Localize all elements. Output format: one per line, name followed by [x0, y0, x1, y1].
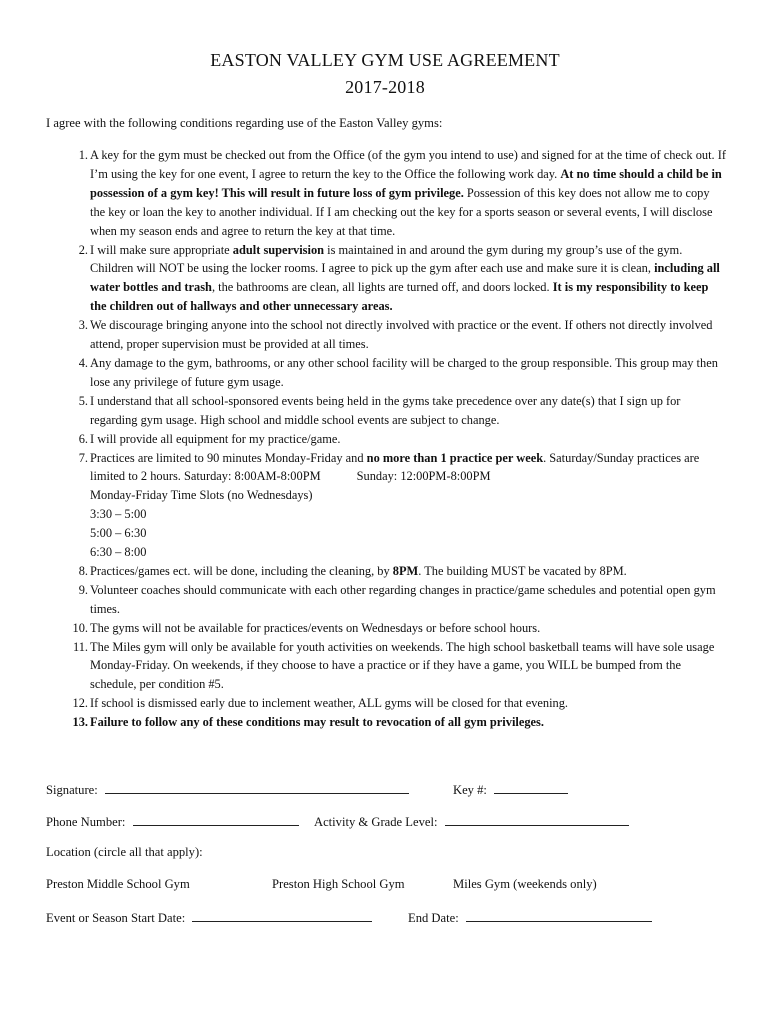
condition-text [90, 356, 718, 389]
condition-emphasis: including all water bottles and trash [90, 261, 720, 295]
condition-emphasis: At no time should a child be in possession of a gym key! This will result in future loss of gym privilege. [90, 166, 722, 200]
time-slot-line: 5:00 – 6:30 [90, 526, 147, 541]
condition-number: 10. [72, 620, 88, 635]
condition-item [46, 449, 726, 562]
start-date-row [46, 909, 372, 926]
condition-number: 4. [78, 355, 88, 370]
condition-segment: Any damage to the gym, bathrooms, or any other school facility will be charged to the group responsible. This group may then lose any privilege of future gym usage. [90, 355, 718, 389]
phone-number-field[interactable] [133, 813, 299, 826]
key-label: Key #: [453, 783, 487, 797]
condition-emphasis: no more than 1 practice per week [366, 450, 544, 465]
condition-number: 13. [72, 715, 88, 730]
condition-text [90, 640, 714, 692]
condition-item [46, 392, 726, 430]
condition-number: 9. [78, 582, 88, 597]
document-title: EASTON VALLEY GYM USE AGREEMENT [210, 50, 560, 70]
condition-item [46, 562, 726, 581]
conditions-list [46, 146, 726, 732]
condition-segment: I understand that all school-sponsored events being held in the gyms take precedence over any date(s) that I sign up for regarding gym usage. High school and middle school events are subject to change. [90, 393, 681, 427]
condition-item [46, 354, 726, 392]
signature-field[interactable] [105, 781, 409, 794]
phone-label: Phone Number: [46, 815, 126, 829]
intro-text: I agree with the following conditions regarding use of the Easton Valley gyms: [46, 116, 443, 130]
location-option-preston-middle[interactable]: Preston Middle School Gym [46, 877, 190, 891]
condition-segment: The Miles gym will only be available for youth activities on weekends. The high school basketball teams will have sole usage Monday-Friday. On weekends, if they choose to have a practice or if they have a game, you WILL be bumped from the schedule, per condition #5. [90, 639, 715, 692]
condition-number: 7. [78, 450, 88, 465]
location-option-miles-gym[interactable]: Miles Gym (weekends only) [453, 877, 597, 891]
time-slot-line: 3:30 – 5:00 [90, 507, 147, 522]
condition-segment: A key for the gym must be checked out from the Office (of the gym you intend to use) and signed for at the time of check out. If I’m using the key for one event, I agree to return the key to the Office the following work day. [90, 148, 726, 181]
activity-label: Activity & Grade Level: [314, 815, 438, 829]
condition-emphasis: It is my responsibility to keep the children out of hallways and other unnecessary areas. [90, 280, 709, 314]
key-number-field[interactable] [494, 781, 568, 794]
activity-grade-field[interactable] [445, 813, 629, 826]
condition-text [90, 715, 544, 729]
condition-emphasis: 8PM [392, 563, 419, 578]
condition-segment: If school is dismissed early due to inclement weather, ALL gyms will be closed for that evening. [90, 696, 569, 711]
end-date-label: End Date: [408, 911, 459, 925]
condition-number: 2. [78, 242, 88, 257]
condition-text [90, 394, 680, 427]
signature-label: Signature: [46, 783, 98, 797]
condition-number: 11. [72, 639, 88, 654]
key-row [453, 781, 568, 798]
condition-segment: . The building MUST be vacated by 8PM. [418, 563, 627, 578]
condition-segment: The gyms will not be available for practices/events on Wednesdays or before school hours. [90, 620, 541, 635]
signature-row [46, 781, 409, 798]
condition-item [46, 430, 726, 449]
condition-segment: . Saturday/Sunday practices are limited to 2 hours. Saturday: 8:00AM-8:00PM [90, 450, 700, 484]
end-date-field[interactable] [466, 909, 652, 922]
condition-segment: Possession of this key does not allow me to copy the key or loan the key to another individual. If I am checking out the key for a sports season or several events, I will disclose when my season ends and agree to return the key at that time. [90, 185, 713, 238]
condition-number: 8. [78, 563, 88, 578]
condition-item [46, 694, 726, 713]
condition-segment: , the bathrooms are clean, all lights are turned off, and doors locked. [211, 280, 553, 295]
phone-row [46, 813, 299, 830]
condition-number: 1. [78, 148, 88, 162]
condition-number: 5. [78, 393, 88, 408]
condition-segment: is maintained in and around the gym during my group’s use of the gym. Children will NOT be using the locker rooms. I agree to pick up the gym after each use and make sure it is clean, [90, 242, 683, 276]
condition-number: 12. [72, 696, 88, 711]
condition-item [46, 241, 726, 317]
location-label: Location (circle all that apply): [46, 845, 203, 859]
condition-text [90, 564, 627, 578]
condition-emphasis: adult supervision [232, 242, 325, 257]
condition-segment: I will make sure appropriate [90, 242, 233, 257]
condition-text [90, 432, 340, 446]
start-date-label: Event or Season Start Date: [46, 911, 186, 925]
activity-row [314, 813, 629, 830]
condition-item [46, 619, 726, 638]
condition-segment: We discourage bringing anyone into the school not directly involved with practice or the event. If others not directly involved attend, proper supervision must be provided at all times. [90, 318, 713, 352]
condition-number: 3. [78, 318, 88, 333]
condition-text [90, 148, 726, 238]
condition-item [46, 713, 726, 732]
condition-text [90, 243, 720, 314]
condition-item [46, 638, 726, 695]
condition-text [90, 696, 568, 710]
condition-item [46, 316, 726, 354]
condition-segment: Practices are limited to 90 minutes Monday-Friday and [90, 450, 367, 465]
condition-text [90, 451, 699, 484]
location-option-preston-high[interactable]: Preston High School Gym [272, 877, 405, 891]
condition-text [90, 583, 716, 616]
condition-segment: I will provide all equipment for my practice/game. [90, 431, 341, 446]
condition-number: 6. [78, 431, 88, 446]
condition-emphasis: Failure to follow any of these conditions may result to revocation of all gym privileges. [90, 715, 544, 730]
condition-item [46, 581, 726, 619]
start-date-field[interactable] [192, 909, 372, 922]
condition-segment: Volunteer coaches should communicate with each other regarding changes in practice/game schedules and potential open gym times. [90, 582, 716, 616]
condition-item [46, 146, 726, 241]
condition-text [90, 621, 540, 635]
document-year: 2017-2018 [345, 77, 425, 97]
condition-text [90, 318, 713, 351]
condition-segment: Practices/games ect. will be done, including the cleaning, by [90, 563, 393, 578]
condition-segment: Sunday: 12:00PM-8:00PM [356, 469, 491, 484]
end-date-row [408, 909, 652, 926]
time-slot-line: Monday-Friday Time Slots (no Wednesdays) [90, 488, 313, 503]
time-slot-line: 6:30 – 8:00 [90, 545, 147, 560]
